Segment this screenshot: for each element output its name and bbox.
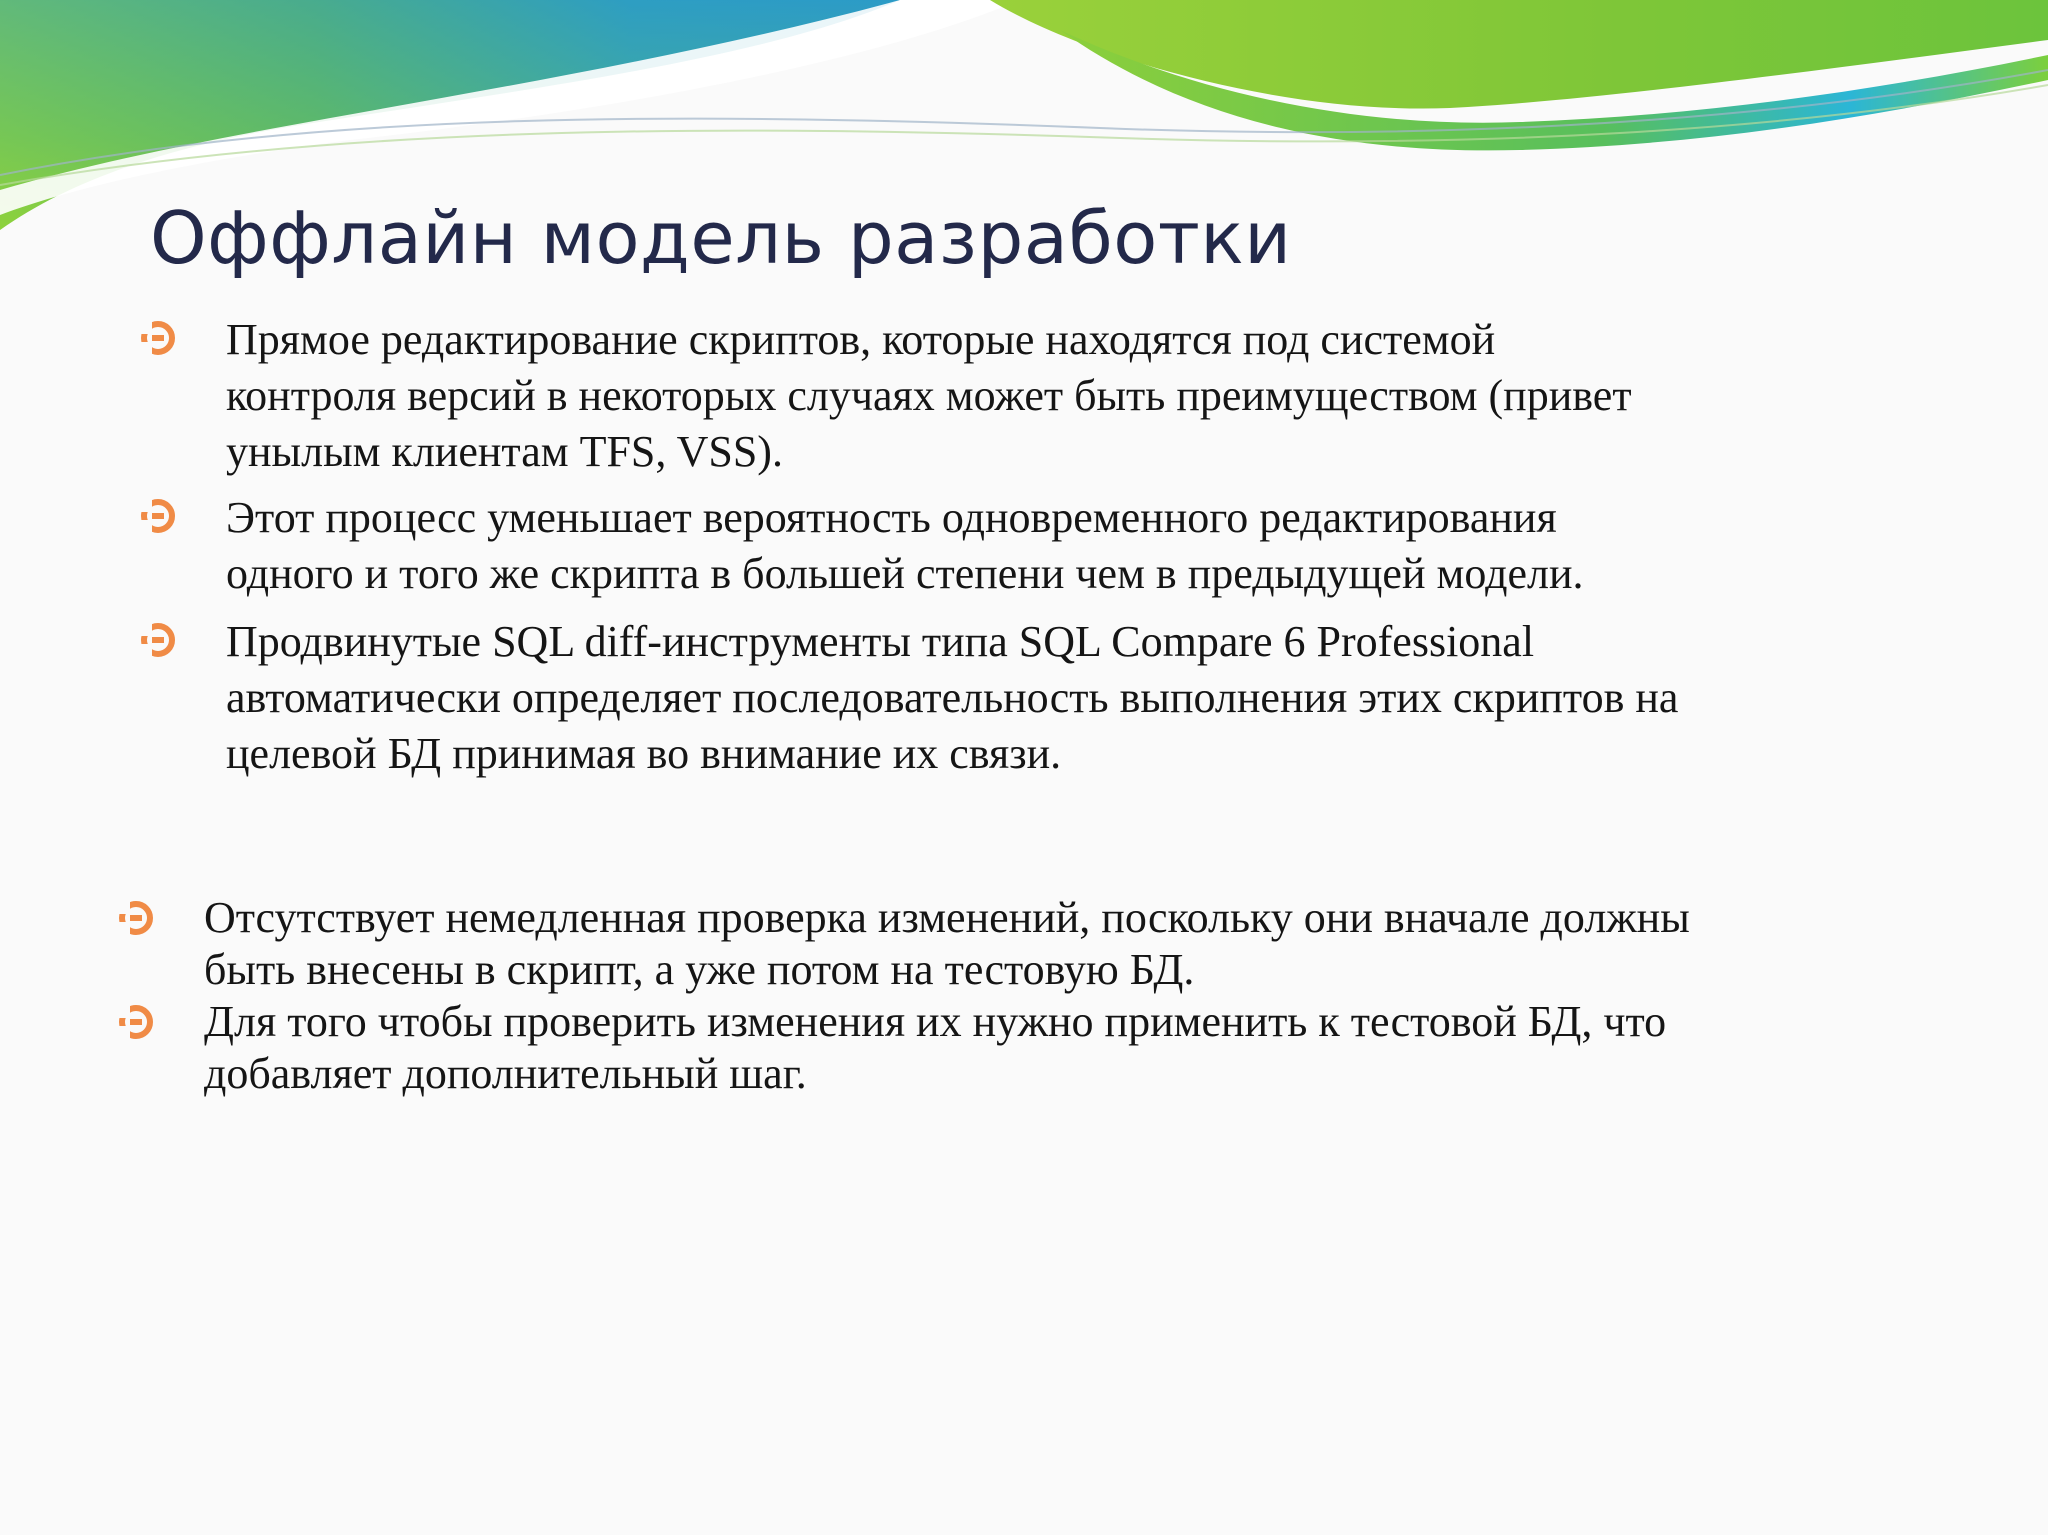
arrow-right-circle-icon <box>140 498 176 534</box>
bullet-text: Прямое редактирование скриптов, которые находятся под системой контроля версий в некоторых случаях может быть преимуществом (привет унылым клиентам TFS, VSS). <box>226 315 1632 476</box>
slide-title: Оффлайн модель разработки <box>150 196 1292 280</box>
bullet-list-top <box>140 312 1940 792</box>
bullet-text: Для того чтобы проверить изменения их нужно применить к тестовой БД, что добавляет дополнительный шаг. <box>204 997 1667 1098</box>
bullet-text: Этот процесс уменьшает вероятность одновременного редактирования одного и того же скрипта в большей степени чем в предыдущей модели. <box>226 493 1584 598</box>
list-item <box>140 312 1940 480</box>
list-item <box>118 996 1948 1100</box>
arrow-right-circle-icon <box>140 622 176 658</box>
bullet-text: Продвинутые SQL diff-инструменты типа SQL Compare 6 Professional автоматически определяет последовательность выполнения этих скриптов на целевой БД принимая во внимание их связи. <box>226 617 1679 778</box>
bullet-text: Отсутствует немедленная проверка изменений, поскольку они вначале должны быть внесены в скрипт, а уже потом на тестовую БД. <box>204 893 1690 994</box>
arrow-right-circle-icon <box>118 1004 154 1040</box>
arrow-right-circle-icon <box>140 320 176 356</box>
list-item <box>140 614 1940 782</box>
bullet-list-bottom <box>118 892 1948 1100</box>
arrow-right-circle-icon <box>118 900 154 936</box>
list-item <box>118 892 1948 996</box>
list-item <box>140 490 1940 602</box>
